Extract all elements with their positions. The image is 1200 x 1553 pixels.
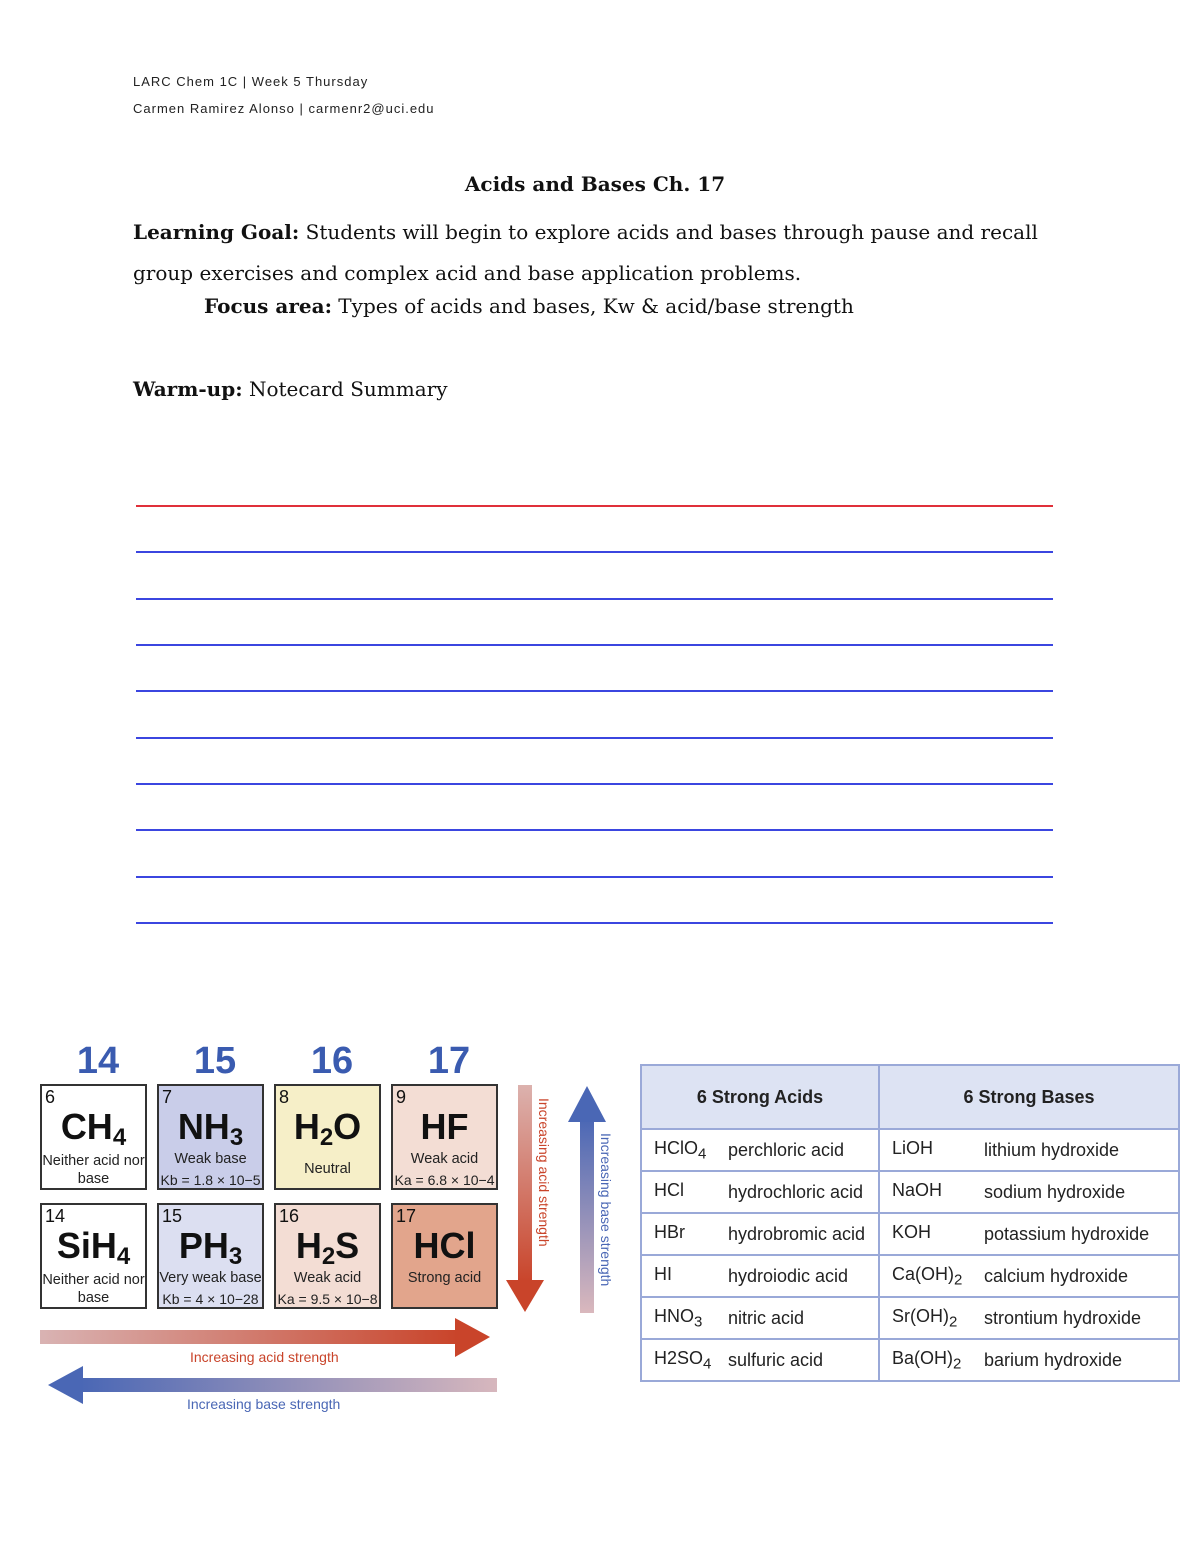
cell-description: Very weak base: [159, 1270, 262, 1286]
acid-name: sulfuric acid: [720, 1339, 879, 1381]
cell-description: Neither acid nor base: [42, 1272, 145, 1306]
acid-formula: HClO$_4$: [641, 1129, 720, 1171]
page-title: Acids and Bases Ch. 17: [464, 172, 726, 196]
base-name: calcium hydroxide: [974, 1255, 1179, 1297]
atomic-number: 9: [396, 1087, 407, 1107]
notecard-line: [136, 783, 1053, 785]
learning-goal-text: Students will begin to explore acids and bases through pause and recall group exercises and complex acid and base application problems.: [133, 220, 1038, 285]
acid-formula: $H2SO_4$: [641, 1339, 720, 1381]
table-row: [641, 1213, 1179, 1255]
base-name: sodium hydroxide: [974, 1171, 1179, 1213]
atomic-number: 7: [162, 1087, 173, 1107]
focus-area-label: Focus area:: [204, 294, 332, 318]
atomic-number: 17: [396, 1206, 417, 1226]
acid-formula: HBr: [641, 1213, 720, 1255]
atomic-number: 6: [45, 1087, 56, 1107]
base-name: lithium hydroxide: [974, 1129, 1179, 1171]
acid-formula: HCl: [641, 1171, 720, 1213]
base-name: strontium hydroxide: [974, 1297, 1179, 1339]
acid-name: hydrobromic acid: [720, 1213, 879, 1255]
formula: $NH_3$: [177, 1106, 244, 1151]
base-arrow-label-horizontal: Increasing base strength: [187, 1396, 341, 1412]
group-number: 16: [310, 1040, 354, 1082]
learning-goal: [133, 212, 1053, 294]
notecard-line-red: [136, 505, 1053, 507]
course-header: LARC Chem 1C | Week 5 Thursday: [133, 74, 369, 89]
strong-bases-header: 6 Strong Bases: [879, 1065, 1179, 1129]
equilibrium-constant: Kb = 1.8 × 10−5: [160, 1172, 261, 1188]
table-header-row: [641, 1065, 1179, 1129]
group-number: 15: [193, 1040, 237, 1082]
base-arrow-label-vertical: Increasing base strength: [598, 1133, 614, 1287]
acid-formula: $HNO_3$: [641, 1297, 720, 1339]
atomic-number: 15: [162, 1206, 183, 1226]
formula: $H_2O$: [293, 1106, 362, 1151]
warmup-label: Warm-up:: [133, 377, 243, 401]
notecard-line: [136, 922, 1053, 924]
notecard-line: [136, 644, 1053, 646]
warmup: [133, 377, 448, 401]
cell-description: Weak acid: [410, 1151, 479, 1167]
acid-name: nitric acid: [720, 1297, 879, 1339]
acid-formula: HI: [641, 1255, 720, 1297]
acid-arrow-label-horizontal: Increasing acid strength: [190, 1349, 339, 1365]
formula: $PH_3$: [178, 1225, 243, 1270]
formula: HCl: [413, 1225, 476, 1266]
cell-description: Weak acid: [293, 1270, 362, 1286]
base-formula: KOH: [879, 1213, 974, 1255]
equilibrium-constant: Ka = 9.5 × 10−8: [277, 1291, 378, 1307]
cell-description: Weak base: [174, 1151, 247, 1167]
notecard-line: [136, 737, 1053, 739]
formula: SiH$_4$: [56, 1225, 131, 1270]
table-row: [641, 1255, 1179, 1297]
acid-arrow-label-vertical: Increasing acid strength: [536, 1098, 552, 1247]
formula: HF: [420, 1106, 469, 1147]
table-row: [641, 1129, 1179, 1171]
atomic-number: 16: [279, 1206, 300, 1226]
focus-area-text: Types of acids and bases, Kw & acid/base strength: [331, 294, 854, 318]
acid-name: hydroiodic acid: [720, 1255, 879, 1297]
notecard-line: [136, 690, 1053, 692]
base-formula: $Ca(OH)_2$: [879, 1255, 974, 1297]
strong-acids-header: 6 Strong Acids: [641, 1065, 879, 1129]
group-number: 14: [76, 1040, 120, 1082]
focus-area: [204, 294, 854, 318]
notecard-line: [136, 551, 1053, 553]
table-row: [641, 1339, 1179, 1381]
warmup-text: Notecard Summary: [242, 377, 448, 401]
cell-description: Neither acid nor base: [42, 1153, 145, 1187]
base-formula: $Ba(OH)_2$: [879, 1339, 974, 1381]
group-number: 17: [427, 1040, 471, 1082]
notecard-line: [136, 829, 1053, 831]
base-name: barium hydroxide: [974, 1339, 1179, 1381]
equilibrium-constant: Kb = 4 × 10−28: [162, 1291, 259, 1307]
formula: $CH_4$: [60, 1106, 127, 1151]
acid-name: perchloric acid: [720, 1129, 879, 1171]
author-header: Carmen Ramirez Alonso | carmenr2@uci.edu: [133, 101, 435, 116]
cell-description: Strong acid: [407, 1270, 482, 1286]
notecard-line: [136, 598, 1053, 600]
learning-goal-label: Learning Goal:: [133, 220, 300, 244]
formula: $H_2S$: [295, 1225, 360, 1270]
table-row: [641, 1297, 1179, 1339]
acid-name: hydrochloric acid: [720, 1171, 879, 1213]
base-formula: NaOH: [879, 1171, 974, 1213]
atomic-number: 8: [279, 1087, 290, 1107]
cell-description: Neutral: [304, 1161, 351, 1177]
table-row: [641, 1171, 1179, 1213]
strong-acids-bases-table: [640, 1064, 1180, 1382]
base-formula: LiOH: [879, 1129, 974, 1171]
equilibrium-constant: Ka = 6.8 × 10−4: [394, 1172, 495, 1188]
base-formula: $Sr(OH)_2$: [879, 1297, 974, 1339]
atomic-number: 14: [45, 1206, 66, 1226]
base-name: potassium hydroxide: [974, 1213, 1179, 1255]
notecard-line: [136, 876, 1053, 878]
